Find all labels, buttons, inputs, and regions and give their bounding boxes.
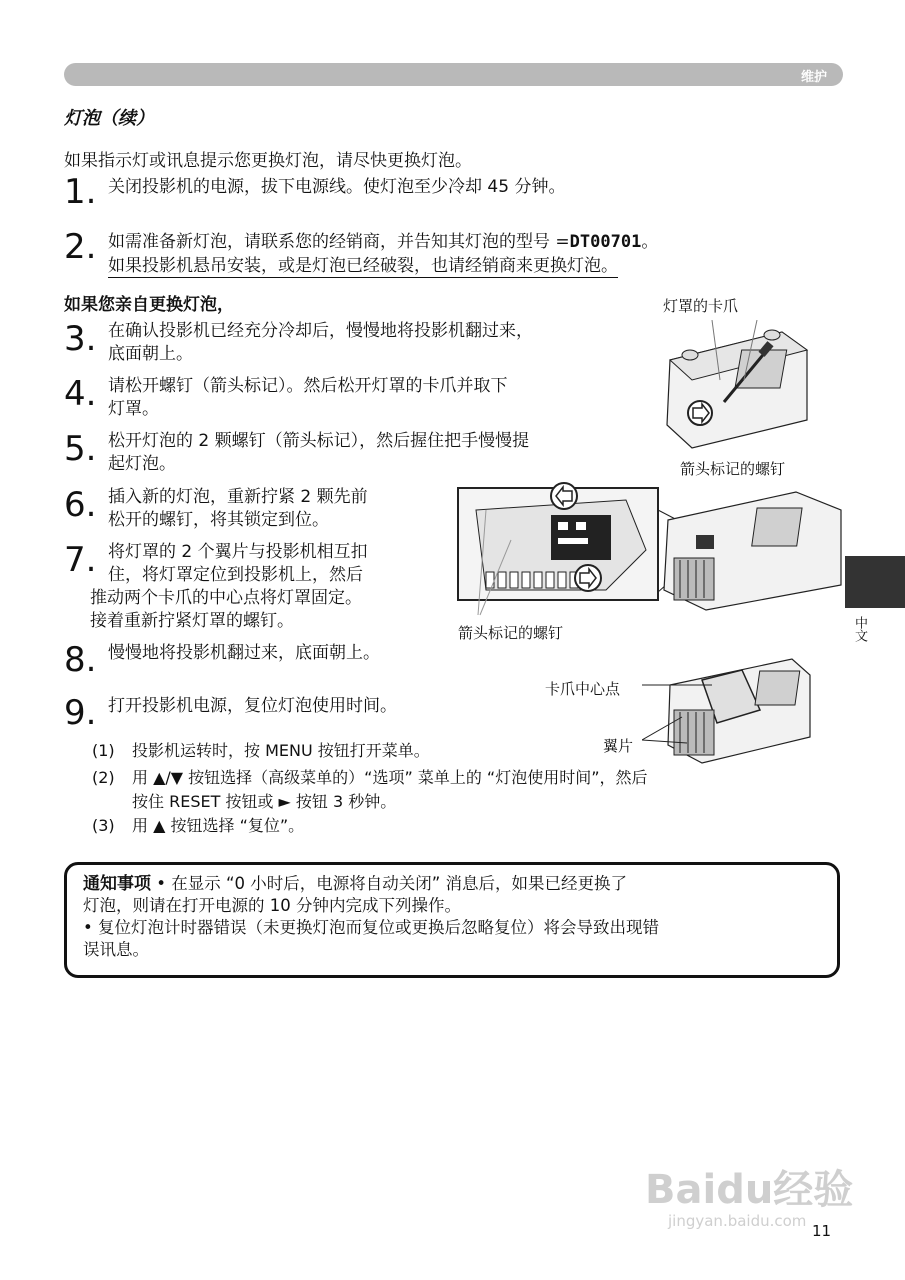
lamp-detail-illustration: [456, 480, 846, 620]
notice-title: 通知事项: [83, 874, 151, 894]
notice-line-1: • 在显示 “0 小时后，电源将自动关闭” 消息后，如果已经更换了: [151, 874, 628, 893]
notice-line-4: 误讯息。: [83, 940, 149, 959]
sub-step-text: 用 ▲ 按钮选择 “复位”。: [132, 816, 305, 835]
step-text: 慢慢地将投影机翻过来，底面朝上。: [108, 643, 380, 663]
notice-line-3: • 复位灯泡计时器错误（未更换灯泡而复位或更换后忽略复位）将会导致出现错: [83, 918, 659, 937]
step-number: 8.: [64, 640, 97, 680]
lamp-model: DT00701: [569, 232, 642, 252]
step-number: 9.: [64, 693, 97, 733]
step-text: 底面朝上。: [108, 344, 193, 364]
notice-line-2: 灯泡，则请在打开电源的 10 分钟内完成下列操作。: [83, 896, 461, 915]
sub-step-text: 投影机运转时，按 MENU 按钮打开菜单。: [132, 741, 430, 760]
step-text: [108, 231, 658, 253]
section-header-bar: [64, 63, 843, 86]
sub-step-text: 按住 RESET 按钮或 ► 按钮 3 秒钟。: [132, 792, 397, 811]
step-number: 4.: [64, 374, 97, 414]
step-number: 5.: [64, 429, 97, 469]
notice-text: [83, 873, 823, 961]
caption-arrow-screw: 箭头标记的螺钉: [680, 460, 786, 478]
notice-box: [64, 862, 840, 978]
watermark-url: jingyan.baidu.com: [668, 1212, 807, 1230]
step-text: 将灯罩的 2 个翼片与投影机相互扣: [108, 542, 368, 562]
cover-tabs-illustration: [642, 655, 812, 765]
language-tab-label: 中文: [852, 616, 867, 642]
step-text-part: 如需准备新灯泡，请联系您的经销商，并告知其灯泡的型号 =: [108, 232, 570, 252]
step-text: 插入新的灯泡，重新拧紧 2 颗先前: [108, 487, 368, 507]
sub-step-text: 用 ▲/▼ 按钮选择（高级菜单的）“选项” 菜单上的 “灯泡使用时间”，然后: [132, 768, 648, 787]
caption-arrow-screw: 箭头标记的螺钉: [458, 624, 564, 642]
step-number: 3.: [64, 319, 97, 359]
step-number: 2.: [64, 227, 97, 267]
step-text: 松开灯泡的 2 颗螺钉（箭头标记），然后握住把手慢慢提: [108, 431, 530, 451]
watermark-logo: Baidu经验: [645, 1167, 854, 1213]
step-number: 7.: [64, 540, 97, 580]
step-text: 起灯泡。: [108, 454, 176, 474]
step-warning-text: 如果投影机悬吊安装，或是灯泡已经破裂，也请经销商来更换灯泡。: [108, 256, 618, 276]
sub-heading: 如果您亲自更换灯泡，: [64, 295, 234, 315]
step-text: 灯罩。: [108, 399, 159, 419]
section-label: 维护: [800, 70, 827, 85]
step-text: 关闭投影机的电源，拔下电源线。使灯泡至少冷却 45 分钟。: [108, 177, 566, 197]
step-number: 6.: [64, 485, 97, 525]
step-text: 在确认投影机已经充分冷却后，慢慢地将投影机翻过来，: [108, 321, 533, 341]
step-text: 松开的螺钉，将其锁定到位。: [108, 510, 329, 530]
step-text-end: 。: [641, 232, 659, 252]
step-text: 接着重新拧紧灯罩的螺钉。: [90, 611, 294, 631]
step-text: 请松开螺钉（箭头标记）。然后松开灯罩的卡爪并取下: [108, 376, 508, 396]
notice-line: [83, 873, 823, 895]
sub-step-label: (3): [92, 816, 115, 835]
step-text: 住，将灯罩定位到投影机上，然后: [108, 565, 363, 585]
page-number: 11: [812, 1222, 832, 1240]
projector-illustration-1: [662, 320, 812, 455]
caption-cover-claw: 灯罩的卡爪: [663, 297, 739, 315]
caption-claw-center: 卡爪中心点: [545, 680, 621, 698]
step-text: 推动两个卡爪的中心点将灯罩固定。: [90, 588, 362, 608]
step-number: 1.: [64, 172, 97, 212]
sub-step-label: (1): [92, 741, 115, 760]
caption-tabs: 翼片: [603, 737, 634, 755]
language-tab: [845, 556, 905, 608]
step-text: 打开投影机电源，复位灯泡使用时间。: [108, 696, 397, 716]
sub-step-label: (2): [92, 768, 115, 787]
intro-text: 如果指示灯或讯息提示您更换灯泡，请尽快更换灯泡。: [64, 151, 472, 171]
page-title: 灯泡（续）: [64, 108, 154, 129]
